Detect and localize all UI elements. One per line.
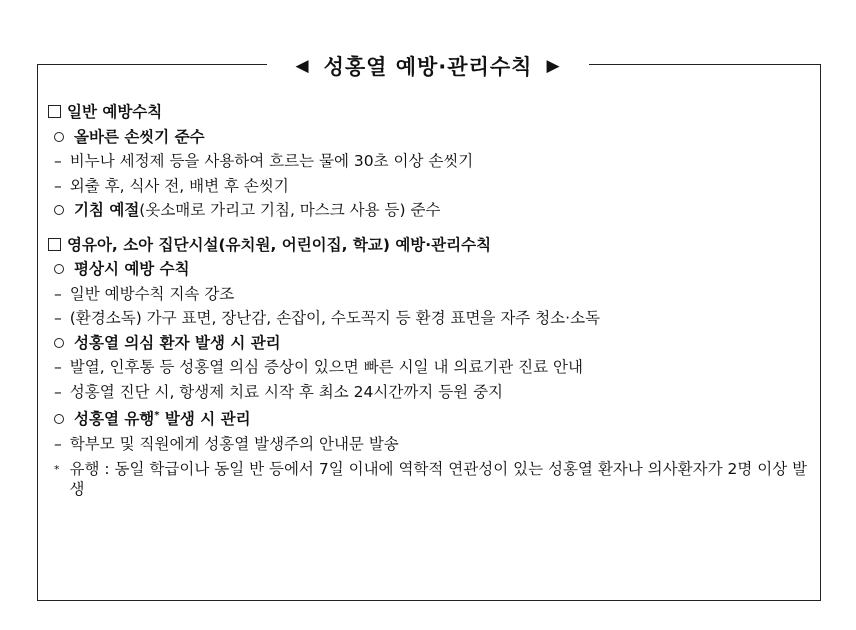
list-item: – 외출 후, 식사 전, 배변 후 손씻기 [48, 174, 818, 199]
list-item: – 발열, 인후통 등 성홍열 의심 증상이 있으면 빠른 시일 내 의료기관 진료 안내 [48, 355, 818, 380]
dash-bullet: – [54, 284, 62, 303]
page-title: 성홍열 예방·관리수칙 [323, 55, 533, 79]
dash-bullet: – [54, 152, 62, 170]
list-item: – 성홍열 진단 시, 항생제 치료 시작 후 최소 24시간까지 등원 중지 [48, 380, 818, 405]
right-triangle-icon: ▶ [546, 56, 561, 76]
section-heading: 일반 예방수칙 [48, 100, 818, 125]
title-box [267, 51, 588, 81]
checkbox-square-icon [48, 105, 61, 118]
title-bar [0, 46, 856, 86]
dash-bullet: – [54, 358, 62, 376]
left-triangle-icon: ◀ [295, 56, 310, 76]
group-heading: 기침 예절(옷소매로 가리고 기침, 마스크 사용 등) 준수 [48, 198, 818, 223]
footnote [48, 456, 818, 499]
list-item: – 학부모 및 직원에게 성홍열 발생주의 안내문 발송 [48, 432, 818, 457]
group-heading: 올바른 손씻기 준수 [48, 125, 818, 150]
dash-bullet: – [54, 434, 62, 453]
dash-bullet: – [54, 176, 62, 195]
list-item: – 비누나 세정제 등을 사용하여 흐르는 물에 30초 이상 손씻기 [48, 149, 818, 174]
list-item: – (환경소독) 가구 표면, 장난감, 손잡이, 수도꼭지 등 환경 표면을 자주 청소·소독 [48, 306, 818, 331]
circle-bullet-icon [54, 264, 64, 274]
checkbox-square-icon [48, 238, 61, 251]
group-heading: 성홍열 의심 환자 발생 시 관리 [48, 331, 818, 356]
asterisk-marker: * [54, 463, 60, 477]
group-heading: 성홍열 유행* 발생 시 관리 [48, 404, 818, 432]
circle-bullet-icon [54, 132, 64, 142]
circle-bullet-icon [54, 205, 64, 215]
footnote-text: 유행 : 동일 학급이나 동일 반 등에서 7일 이내에 역학적 연관성이 있는 성홍열 환자나 의사환자가 2명 이상 발생 [69, 460, 808, 499]
section-heading: 영유아, 소아 집단시설(유치원, 어린이집, 학교) 예방·관리수칙 [48, 233, 818, 258]
guideline-content [48, 100, 818, 499]
dash-bullet: – [54, 382, 62, 401]
dash-bullet: – [54, 309, 62, 327]
group-heading: 평상시 예방 수칙 [48, 257, 818, 282]
list-item: – 일반 예방수칙 지속 강조 [48, 282, 818, 307]
circle-bullet-icon [54, 414, 64, 424]
circle-bullet-icon [54, 338, 64, 348]
